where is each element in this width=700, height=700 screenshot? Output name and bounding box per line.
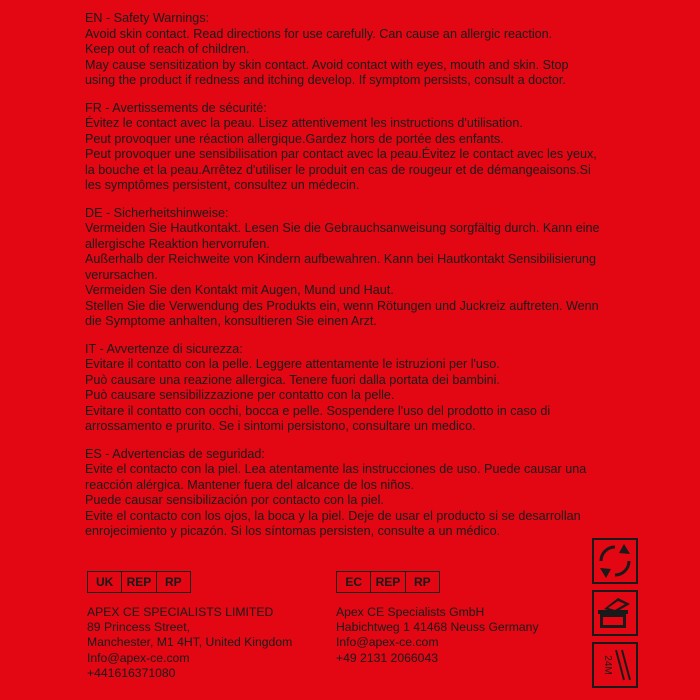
warning-line: Può causare sensibilizzazione per contatto con la pelle.	[85, 388, 395, 402]
warning-line: Può causare una reazione allergica. Tenere fuori dalla portata dei bambini.	[85, 372, 500, 387]
rep-cell: RP	[164, 575, 182, 589]
warning-line: Évitez le contact avec la peau. Lisez attentivement les instructions d'utilisation.	[85, 116, 523, 130]
address-line: APEX CE SPECIALISTS LIMITED	[87, 605, 274, 619]
uk-rep-box	[87, 571, 191, 593]
warning-section-it	[85, 342, 665, 435]
section-heading: FR - Avertissements de sécurité:	[85, 100, 267, 115]
warning-line: May cause sensitization by skin contact. Avoid contact with eyes, mouth and skin. Stop	[85, 57, 569, 72]
warning-line: la bouche et la peau.Arrêtez d'utiliser le produit en cas de rougeur et de démangeaisons.Si	[85, 162, 591, 177]
address-line: +49 2131 2066043	[336, 650, 439, 665]
ec-rep-address	[336, 605, 539, 666]
warning-line: enrojecimiento y picazón. Si los síntomas persisten, consulte a un médico.	[85, 524, 501, 538]
rep-cell: EC	[337, 572, 371, 592]
period-after-opening-icon	[592, 642, 638, 688]
uk-representative	[87, 571, 292, 681]
warning-line: Evite el contacto con los ojos, la boca y la piel. Deje de usar el producto si se desarrollan	[85, 508, 581, 523]
section-heading: IT - Avvertenze di sicurezza:	[85, 341, 243, 356]
address-line: Info@apex-ce.com	[87, 650, 190, 665]
warning-line: Vermeiden Sie Hautkontakt. Lesen Sie die Gebrauchsanweisung sorgfältig durch. Kann eine	[85, 221, 600, 235]
rep-cell: RP	[413, 575, 431, 589]
warning-line: Evitare il contatto con la pelle. Leggere attentamente le istruzioni per l'uso.	[85, 357, 500, 371]
warning-line: Keep out of reach of children.	[85, 42, 250, 56]
warning-section-en	[85, 11, 665, 89]
warning-line: Puede causar sensibilización por contacto con la piel.	[85, 493, 384, 507]
address-line: Apex CE Specialists GmbH	[336, 605, 485, 619]
warning-line: reacción alérgica. Mantener fuera del alcance de los niños.	[85, 477, 415, 492]
section-heading: DE - Sicherheitshinweise:	[85, 205, 229, 220]
ec-representative	[336, 571, 539, 666]
section-heading: ES - Advertencias de seguridad:	[85, 446, 265, 461]
warning-line: using the product if redness and itching develop. If symptom persists, consult a doctor.	[85, 73, 566, 87]
rep-cell: REP	[371, 572, 405, 592]
warning-line: allergische Reaktion hervorrufen.	[85, 236, 270, 251]
warning-section-fr	[85, 101, 665, 194]
warning-line: verursachen.	[85, 267, 158, 282]
warning-line: les symptômes persistent, consultez un médecin.	[85, 178, 360, 192]
warning-line: Avoid skin contact. Read directions for use carefully. Can cause an allergic reaction.	[85, 26, 553, 41]
warning-line: arrossamento e prurito. Se i sintomi persistono, consultare un medico.	[85, 419, 476, 433]
warning-line: Evite el contacto con la piel. Lea atentamente las instrucciones de uso. Puede causar una	[85, 462, 587, 476]
warning-section-de	[85, 206, 665, 330]
uk-rep-address	[87, 605, 292, 681]
pao-label: 24M	[602, 655, 613, 675]
warning-line: Peut provoquer une réaction allergique.Gardez hors de portée des enfants.	[85, 131, 504, 146]
warning-line: die Symptome anhalten, konsultieren Sie einen Arzt.	[85, 314, 377, 328]
rep-cell: REP	[122, 572, 156, 592]
ec-rep-box	[336, 571, 440, 593]
section-heading: EN - Safety Warnings:	[85, 11, 210, 25]
warning-line: Peut provoquer une sensibilisation par contact avec la peau.Évitez le contact avec les yeux,	[85, 147, 597, 161]
warning-section-es	[85, 447, 665, 540]
address-line: Manchester, M1 4HT, United Kingdom	[87, 635, 293, 650]
open-jar-icon	[592, 590, 638, 636]
recycle-icon	[592, 538, 638, 584]
warning-line: Stellen Sie die Verwendung des Produkts ein, wenn Rötungen und Juckreiz auftreten. Wenn	[85, 298, 599, 313]
address-line: Habichtweg 1 41468 Neuss Germany	[336, 620, 539, 635]
warning-line: Außerhalb der Reichweite von Kindern aufbewahren. Kann bei Hautkontakt Sensibilisierung	[85, 252, 597, 266]
rep-cell: UK	[88, 572, 122, 592]
address-line: +441616371080	[87, 665, 176, 680]
address-line: 89 Princess Street,	[87, 620, 190, 635]
safety-warnings	[85, 11, 665, 552]
address-line: Info@apex-ce.com	[336, 635, 439, 650]
packaging-symbols	[592, 538, 638, 694]
warning-line: Vermeiden Sie den Kontakt mit Augen, Mund und Haut.	[85, 283, 394, 297]
warning-line: Evitare il contatto con occhi, bocca e pelle. Sospendere l'uso del prodotto in caso di	[85, 403, 551, 418]
